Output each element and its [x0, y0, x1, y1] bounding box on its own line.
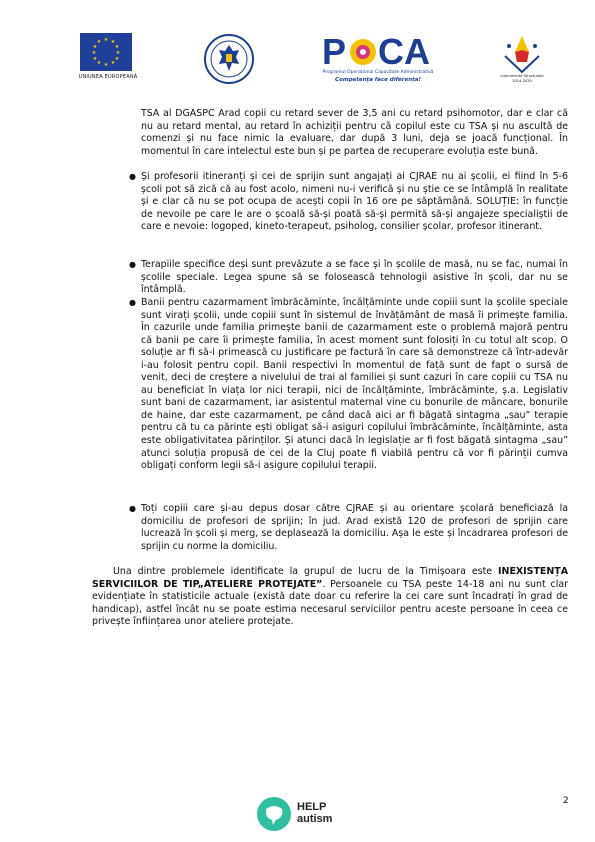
- svg-text:★: ★: [115, 50, 121, 56]
- poca-logo: [318, 30, 438, 88]
- intro-paragraph: TSA al DGASPC Arad copii cu retard sever de 3,5 ani cu retard psihomotor, dar e clar că nu au retard mental, au retard în achiziții pentru că copilul este cu TSA și nu ascultă de comenzi și nu face nimic la evaluare, dar după 3 luni, deja se joacă funcțional. În momentul în care intelectul este bun și pe partea de recuperare evoluția este bună.: [141, 108, 568, 157]
- list-item: Terapiile specifice deși sunt prevăzute a se face și în școlile de masă, nu se fac, numai în școlile speciale. Legea spune să se folosească tehnologii asistive în școli, dar nu se întâmplă.: [141, 259, 568, 296]
- help-logo-line1: HELP: [297, 801, 327, 813]
- bullet-icon: ●: [129, 172, 136, 181]
- svg-text:★: ★: [92, 44, 98, 50]
- svg-text:★: ★: [103, 62, 109, 68]
- is-years: 2014-2020: [512, 79, 532, 83]
- bullet-icon: ●: [129, 504, 136, 513]
- svg-text:CA: CA: [378, 31, 430, 70]
- eu-logo: [74, 33, 142, 80]
- page-number: 2: [563, 796, 569, 806]
- help-autism-logo: [257, 797, 347, 833]
- ateliere-emphasis: INEXISTENȚA SERVICIILOR DE TIP„ATELIERE PROTEJATE”: [92, 566, 568, 590]
- instrumente-structurale-logo: [497, 32, 547, 90]
- poca-program: Programul Operațional Capacitate Administrativă: [322, 70, 434, 75]
- svg-text:P: P: [322, 31, 347, 70]
- bullet-icon: ●: [129, 298, 136, 307]
- bullet-icon: ●: [129, 260, 136, 269]
- svg-text:★: ★: [92, 56, 98, 62]
- ateliere-paragraph: Una dintre problemele identificate la grupul de lucru de la Timișoara este INEXISTENȚA SERVICIILOR DE TIP„ATELIERE PROTEJATE”. Persoanele cu TSA peste 14-18 ani nu sunt clar evidențiate în statisticile actuale (există date doar cu referire la cei care sunt încadrați în grad de handicap), astfel încât nu se poate estima necesarul serviciilor pentru aceste persoane în ceea ce privește înființarea unor ateliere protejate.: [92, 566, 568, 628]
- svg-text:★: ★: [114, 44, 120, 50]
- svg-text:★: ★: [114, 56, 120, 62]
- poca-wordmark: [318, 30, 438, 70]
- svg-text:★: ★: [110, 60, 116, 66]
- speech-bubble-icon: [257, 797, 291, 831]
- government-seal: [203, 33, 255, 85]
- eu-caption: UNIUNEA EUROPEANĂ: [78, 74, 138, 80]
- svg-text:★: ★: [103, 37, 109, 43]
- eu-flag-icon: [80, 33, 132, 71]
- list-item: Și profesorii itineranți și cei de sprijin sunt angajați ai CJRAE nu ai școlii, ei fiind în 5-6 școli pot să zică că au fost acolo, nimeni nu-i verifică și nu știe ce se întâmplă în realitate și e clar că nu se pot ocupa de acești copii în 16 ore pe săptămână. SOLUȚIE: în funcție de nevoile pe care le are o școală să-și poată să-și permită să-și angajeze specialiștii de care e nevoie: logoped, kineto-terapeut, psiholog, consilier școlar, profesor itinerant.: [141, 171, 568, 233]
- help-logo-line2: autism: [297, 813, 333, 825]
- svg-text:★: ★: [91, 50, 97, 56]
- structural-instruments-icon: [497, 32, 547, 74]
- svg-text:★: ★: [110, 39, 116, 45]
- list-item: Banii pentru cazarmament îmbrăcăminte, încălțăminte unde copiii sunt la școlile speciale sunt virați școlii, unde copiii sunt în sistemul de învățământ de masă îi primește familia. În cazurile unde familia primește banii de cazarmament este o problemă majoră pentru că banii pe care îi primește familia, în acest moment sunt folosiți în cu totul alt scop. O soluție ar fi să-i primească cu justificare pe factură în care să demonstreze că într-adevăr i-au folosit pentru copil. Banii respectivi în momentul de față sunt de fapt o sursă de venit, deci de creștere a nivelului de trai al familiei și sunt cazuri în care copiii cu TSA nu au beneficiat în viața lor nici terapii, nici de încălțăminte, îmbrăcăminte, ș.a. Legislativ sunt bani de cazarmament, iar asistentul maternal vine cu bonurile de mâncare, bonurile de haine, dar este cazarmament, pe când dacă aici ar fi băgată sintagma „sau” terapie pentru că tu ca părinte ești obligat să-i asiguri copilului îmbrăcăminte, încălțăminte, asta este obligativitatea părinților. Și atunci dacă în legislație ar fi fost băgată sintagma „sau” atunci soluția propusă de cei de la Cluj poate fi viabilă pentru că vor fi părinții cumva obligați conform legii să-i asigure copilului terapii.: [141, 297, 568, 472]
- is-caption: Instrumente Structurale: [500, 74, 544, 78]
- government-seal-icon: [203, 33, 255, 85]
- list-item: Toți copiii care și-au depus dosar către CJRAE și au orientare școlară beneficiază la domiciliu de profesori de sprijin; în jud. Arad există 120 de profesori de sprijin care lucrează în școli și merg, se deplasează la domiciliu. Așa le este și încadrarea profesori de sprijin cu norme la domiciliu.: [141, 503, 568, 552]
- poca-slogan: Competența face diferența!: [335, 77, 421, 83]
- svg-text:★: ★: [96, 39, 102, 45]
- svg-text:★: ★: [96, 60, 102, 66]
